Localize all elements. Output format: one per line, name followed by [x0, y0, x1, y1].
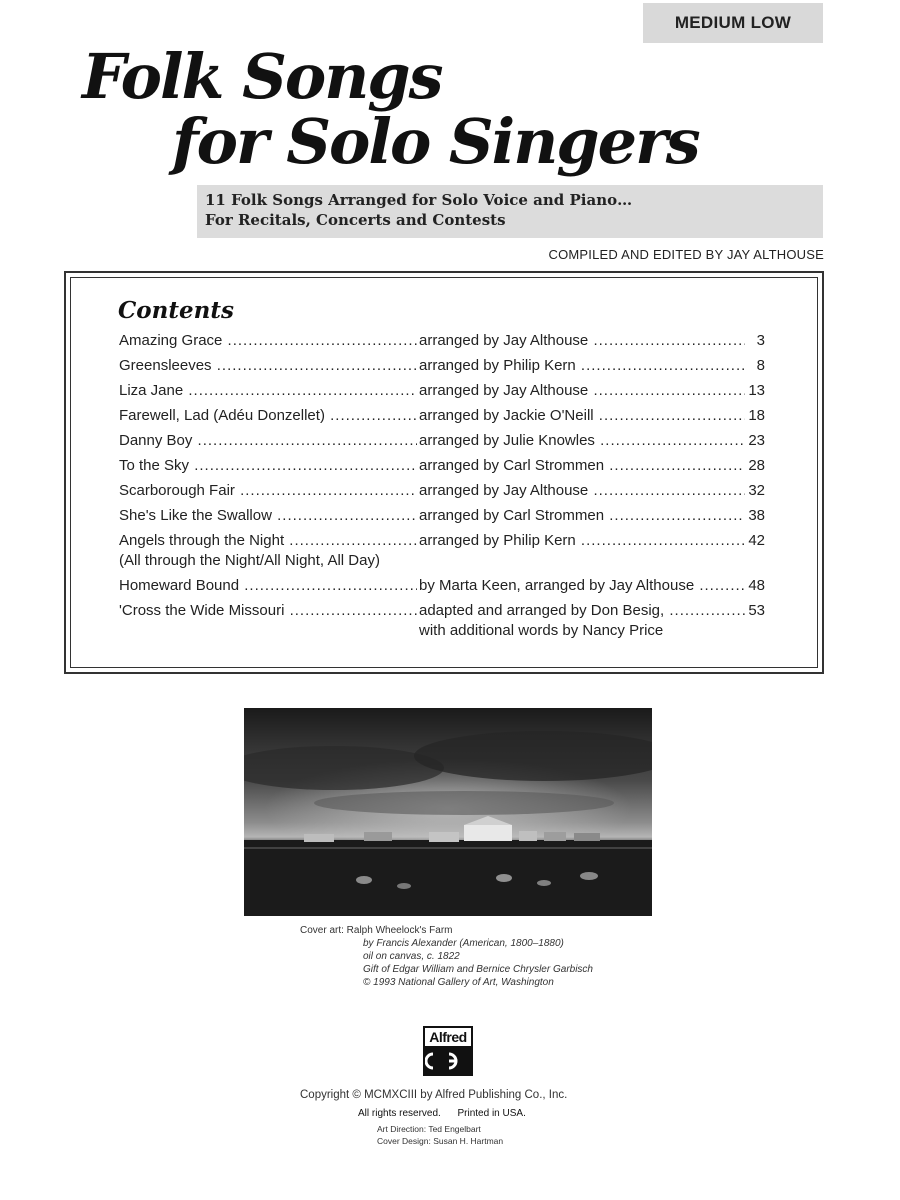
- toc-page-number: 48: [745, 577, 765, 594]
- toc-song-title: She's Like the Swallow .....: [119, 507, 417, 524]
- subtitle-box: [197, 185, 823, 238]
- toc-row: [119, 432, 765, 452]
- cover-art-gift: Gift of Edgar William and Bernice Chrysler Garbisch: [363, 964, 593, 975]
- toc-arranger: arranged by Jay Althouse .....: [419, 482, 745, 499]
- toc-page-number: 18: [745, 407, 765, 424]
- toc-arranger: by Marta Keen, arranged by Jay Althouse .....: [419, 577, 745, 594]
- toc-song-title: Danny Boy .....: [119, 432, 417, 449]
- subtitle-line-2: For Recitals, Concerts and Contests: [205, 211, 506, 229]
- rights-line: All rights reserved. Printed in USA.: [358, 1108, 526, 1119]
- toc-row: [119, 457, 765, 477]
- toc-song-subtitle: (All through the Night/All Night, All Day): [119, 552, 380, 569]
- toc-song-title: To the Sky .....: [119, 457, 417, 474]
- copyright-line: Copyright © MCMXCIII by Alfred Publishing Co., Inc.: [300, 1089, 568, 1101]
- cover-art-label: Cover art: Ralph Wheelock's Farm: [300, 925, 453, 936]
- logo-mark-icon: [425, 1048, 471, 1074]
- cover-painting: [244, 708, 652, 916]
- toc-arranger: arranged by Philip Kern .....: [419, 532, 745, 549]
- cover-art-medium: oil on canvas, c. 1822: [363, 951, 460, 962]
- toc-song-title: 'Cross the Wide Missouri .....: [119, 602, 417, 619]
- cover-design-credit: Cover Design: Susan H. Hartman: [377, 1136, 504, 1146]
- toc-arranger: arranged by Jay Althouse .....: [419, 382, 745, 399]
- toc-row: [119, 507, 765, 527]
- toc-page-number: 3: [754, 332, 765, 349]
- toc-row: [119, 332, 765, 352]
- compiler-credit: COMPILED AND EDITED BY JAY ALTHOUSE: [548, 247, 824, 262]
- toc-arranger: arranged by Jackie O'Neill .....: [419, 407, 745, 424]
- toc-row: [119, 602, 765, 639]
- toc-row: [119, 382, 765, 402]
- logo-text: Alfred: [425, 1028, 471, 1048]
- toc-song-title: Amazing Grace .....: [119, 332, 417, 349]
- subtitle-line-1: 11 Folk Songs Arranged for Solo Voice and Piano…: [205, 191, 633, 209]
- toc-page-number: 28: [745, 457, 765, 474]
- toc-arranger: arranged by Carl Strommen .....: [419, 507, 745, 524]
- toc-song-title: Scarborough Fair .....: [119, 482, 417, 499]
- contents-heading: Contents: [118, 297, 234, 324]
- toc-row: [119, 357, 765, 377]
- toc-song-title: Homeward Bound .....: [119, 577, 417, 594]
- toc-arranger: adapted and arranged by Don Besig, .....: [419, 602, 745, 619]
- toc-arranger: arranged by Carl Strommen .....: [419, 457, 745, 474]
- toc-row: [119, 407, 765, 427]
- toc-arranger: arranged by Philip Kern .....: [419, 357, 745, 374]
- toc-song-title: Farewell, Lad (Adéu Donzellet) .....: [119, 407, 417, 424]
- painting-image: [244, 708, 652, 916]
- level-badge: MEDIUM LOW: [643, 3, 823, 43]
- toc-page-number: 32: [745, 482, 765, 499]
- toc-row: [119, 577, 765, 597]
- toc-song-title: Greensleeves .....: [119, 357, 417, 374]
- toc-page-number: 23: [745, 432, 765, 449]
- title-line-2: for Solo Singers: [172, 105, 699, 178]
- cover-art-artist: by Francis Alexander (American, 1800–1880): [363, 938, 564, 949]
- toc-page-number: 38: [745, 507, 765, 524]
- toc-song-title: Angels through the Night .....: [119, 532, 417, 549]
- art-direction-credit: Art Direction: Ted Engelbart: [377, 1124, 481, 1134]
- toc-arranger: arranged by Jay Althouse .....: [419, 332, 745, 349]
- cover-art-copyright: © 1993 National Gallery of Art, Washington: [363, 977, 554, 988]
- toc-page-number: 13: [745, 382, 765, 399]
- toc-arranger: arranged by Julie Knowles .....: [419, 432, 745, 449]
- toc-row: [119, 482, 765, 502]
- alfred-logo: [423, 1026, 473, 1076]
- toc-song-title: Liza Jane .....: [119, 382, 417, 399]
- toc-page-number: 42: [745, 532, 765, 549]
- toc-page-number: 8: [754, 357, 765, 374]
- toc-arranger-line-2: with additional words by Nancy Price: [419, 622, 664, 639]
- title-line-1: Folk Songs: [82, 40, 442, 113]
- toc-row: [119, 532, 765, 569]
- toc-page-number: 53: [745, 602, 765, 619]
